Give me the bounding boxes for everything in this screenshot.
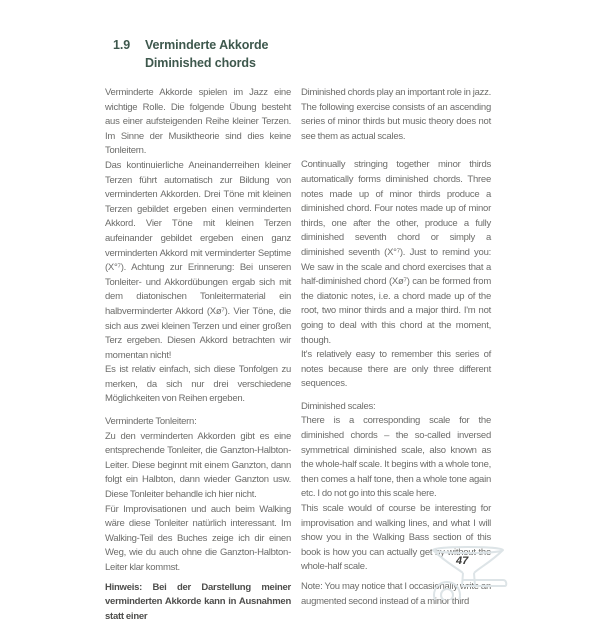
english-paragraph-4: There is a corresponding scale for the diminished chords – the so-called inversed symmetrical diminished scale, also known as the whole-half scale. It begins with a whole tone, then comes a half tone, then a whole tone again etc. I do not go into this scale here. [301, 415, 491, 500]
german-paragraph-1: Verminderte Akkorde spielen im Jazz eine wichtige Rolle. Die folgende Übung besteht aus einer aufsteigenden Reihe kleiner Terzen. Im Sinne der Musiktheorie sind dies keine Tonleitern. [105, 87, 291, 157]
section-heading [113, 36, 268, 72]
section-title-english: Diminished chords [145, 56, 256, 70]
german-subheading: Verminderte Tonleitern: [105, 416, 197, 428]
english-subheading: Diminished scales: [301, 400, 376, 412]
german-paragraph-4: Zu den verminderten Akkorden gibt es eine entsprechende Tonleiter, die Ganzton-Halbton-Leiter. Diese beginnt mit einem Ganzton, dann folgt ein Halbton, dann wieder Ganzton usw. Diese Tonleiter behandle ich hier nicht. [105, 430, 291, 501]
german-column [105, 86, 291, 624]
german-note: Hinweis: Bei der Darstellung meiner verminderten Akkorde kann in Ausnahmen statt einer [105, 581, 291, 622]
english-paragraph-5: This scale would of course be interesting for improvisation and walking lines, and what I will show you in the Walking Bass section of this book is how you can actually get by without the whole-half scale. [301, 503, 491, 573]
german-paragraph-3: Es ist relativ einfach, sich diese Tonfolgen zu merken, da sich nur drei verschiedene Möglichkeiten von Reihen ergeben. [105, 364, 291, 405]
english-column [301, 86, 491, 609]
english-note: Note: You may notice that I occasionally write an augmented second instead of a minor third [301, 581, 491, 607]
section-title-german: Verminderte Akkorde [145, 38, 269, 52]
page-number: 47 [456, 555, 469, 567]
german-paragraph-2: Das kontinuierliche Aneinanderreihen kleiner Terzen führt automatisch zur Bildung von verminderten Akkorden. Drei Töne mit kleinen Terzen gebildet ergeben einen verminderten Akkord. Vier Töne mit kleinen Terzen aufeinander gebildet ergeben einen ganz verminderten Akkord mit verminderter Septime (X°⁷). Achtung zur Erinnerung: Bei unseren Tonleiter- und Akkordübungen ergab sich mit dem diatonischen Tonleitermaterial ein halbverminderter Akkord (Xø⁷). Vier Töne, die sich aus zwei kleinen Terzen und einer großen Terz ergeben. Diesen Akkord betrachten wir momentan nicht! [105, 159, 291, 361]
english-paragraph-2: Continually stringing together minor thirds automatically forms diminished chords. Three notes made up of minor thirds produce a diminished chord. Four notes made up of minor thirds, one after the other, produce a fully diminished seventh chord or simply a diminished seventh (X°⁷). Just to remind you: We saw in the scale and chord exercises that a half-diminished chord (Xø⁷) can be formed from the diatonic notes, i.e. a chord made up of the root, two minor thirds and a major third. I'm not going to deal with this chord at the moment, though. [301, 159, 491, 346]
section-number: 1.9 [113, 38, 131, 52]
english-paragraph-3: It's relatively easy to remember this series of notes because there are only three different sequences. [301, 349, 491, 390]
german-paragraph-5: Für Improvisationen und auch beim Walking wäre diese Tonleiter natürlich interessant. Im Walking-Teil des Buches zeige ich dir einen Weg, wie du auch ohne die Ganzton-Halbton-Leiter klar kommst. [105, 503, 291, 573]
english-paragraph-1: Diminished chords play an important role in jazz. The following exercise consists of an ascending series of minor thirds but music theory does not see them as actual scales. [301, 87, 491, 142]
